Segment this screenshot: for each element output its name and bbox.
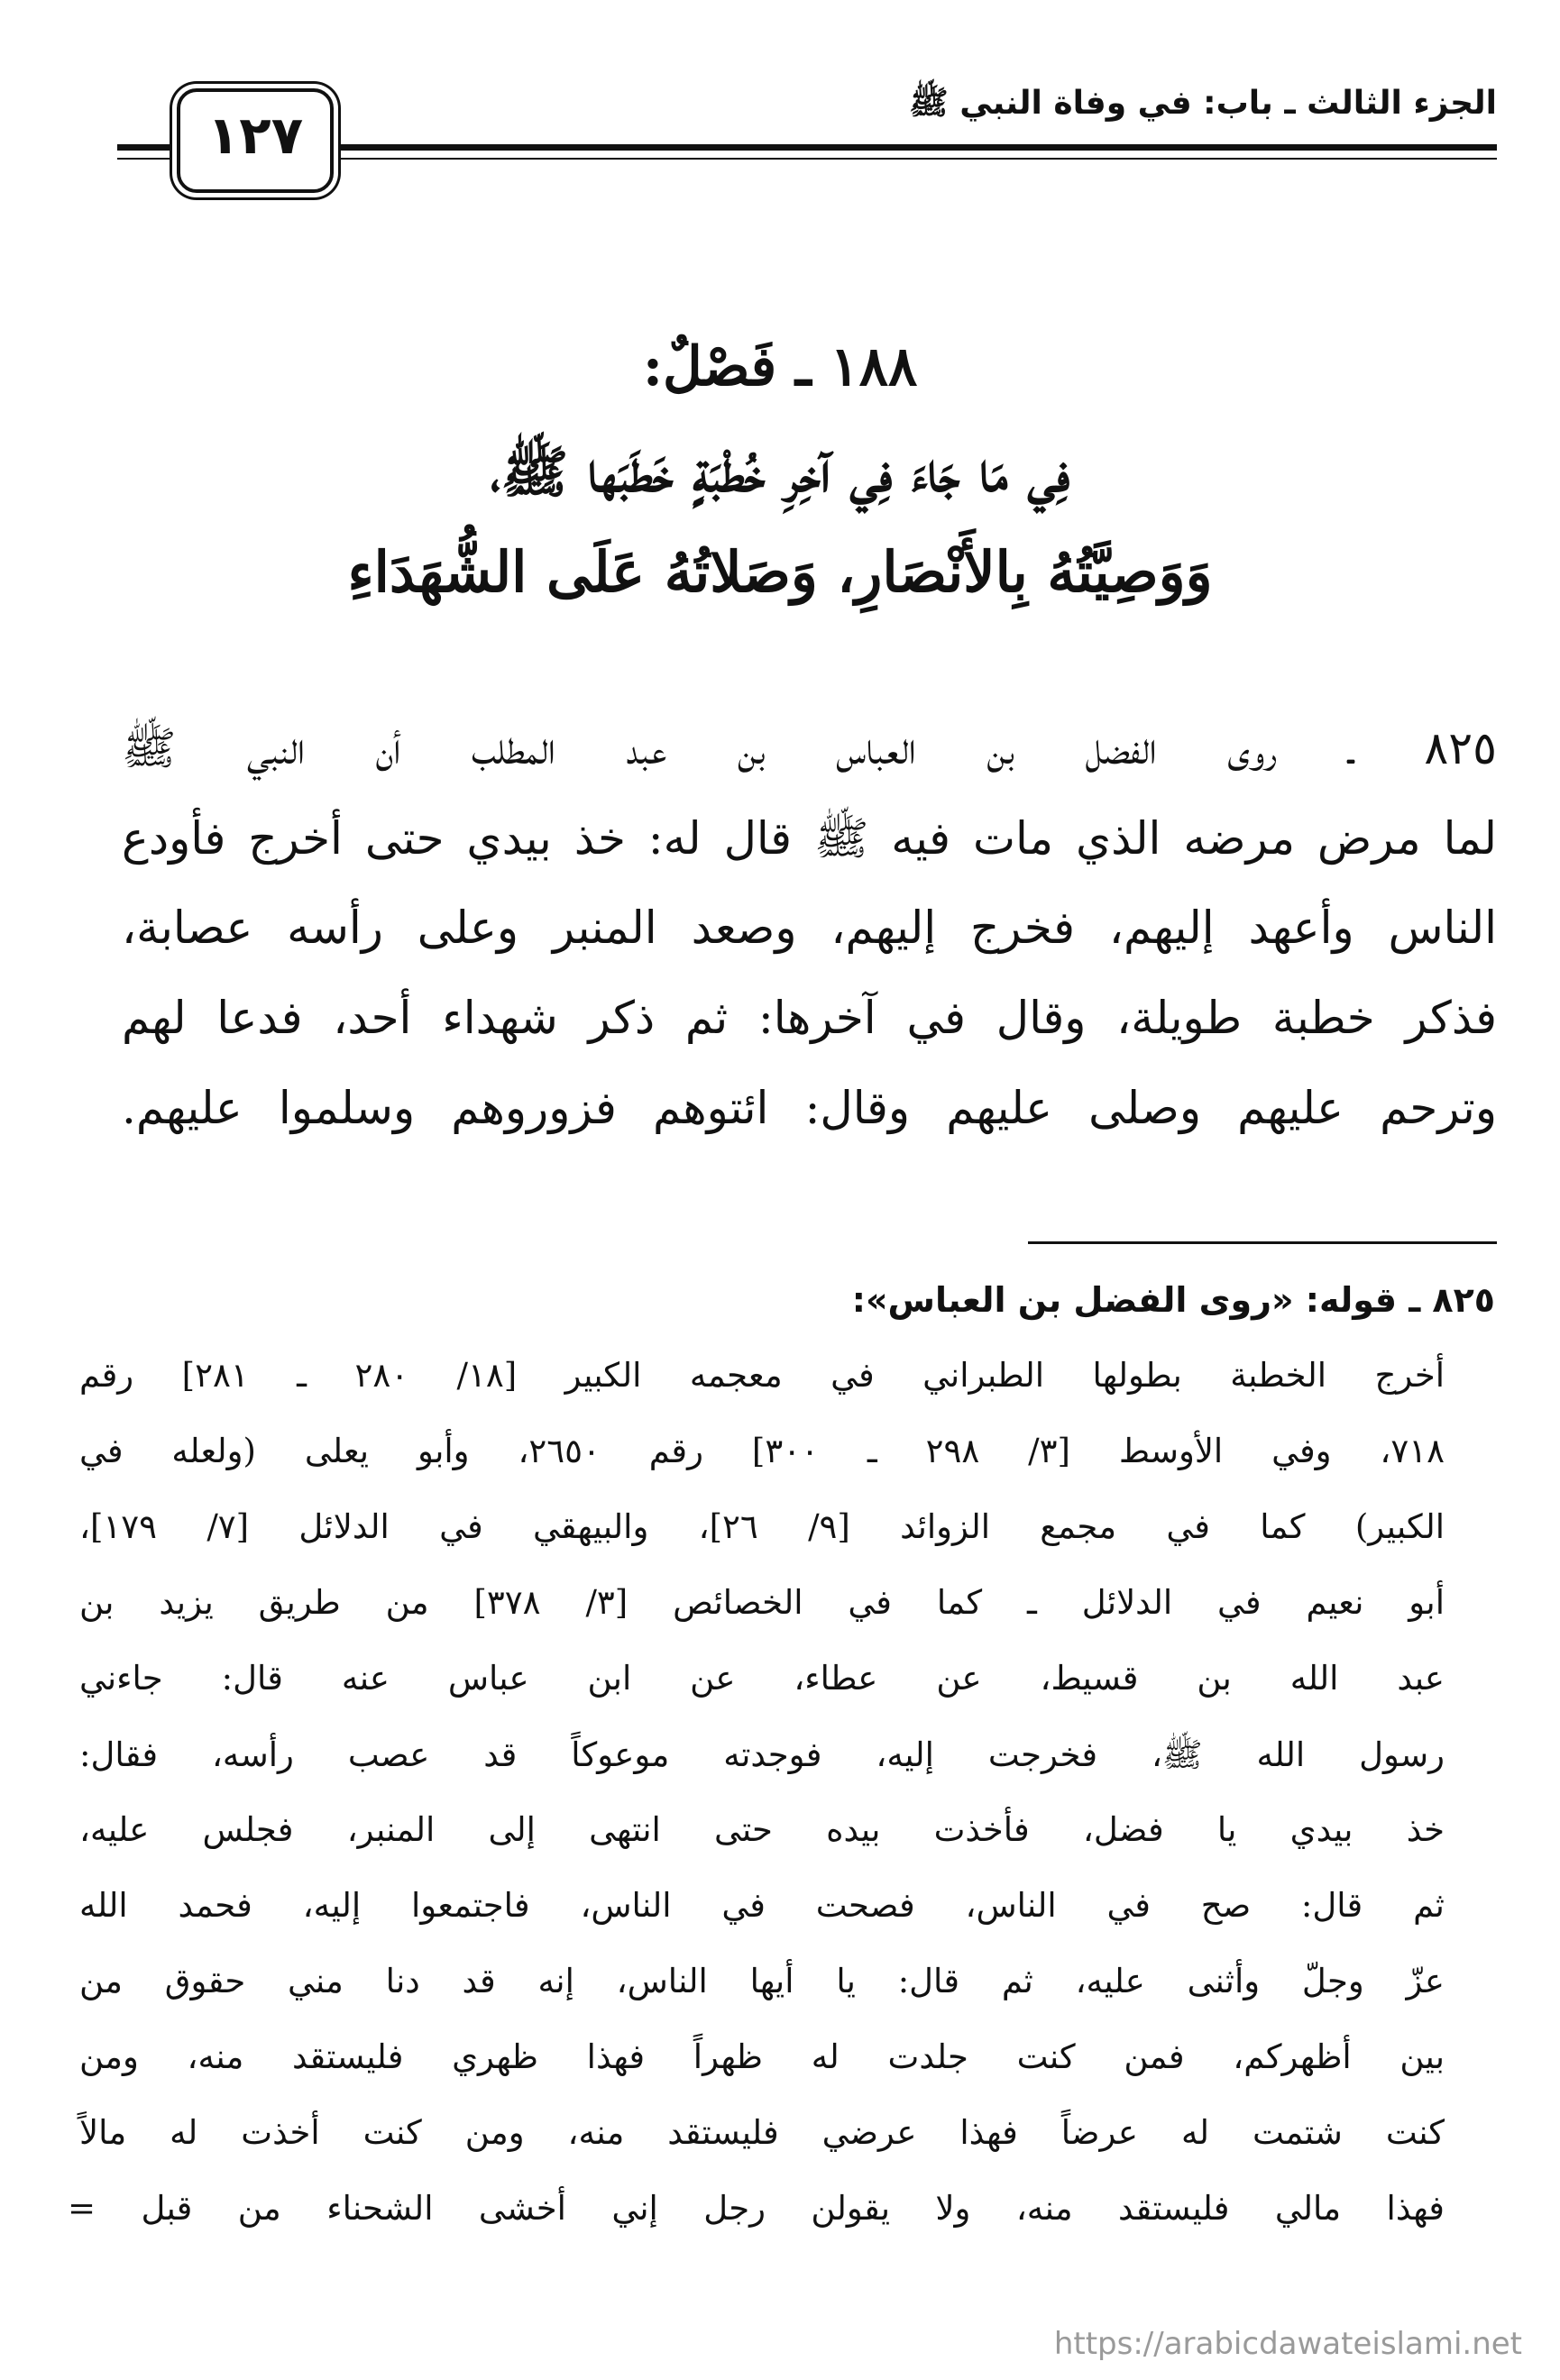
hadith-text-line: ٨٢٥ ـ روى الفضل بن العباس بن عبد المطلب أن النبي ﷺ [122, 722, 1497, 774]
hadith-text-line: فذكر خطبة طويلة، وقال في آخرها: ثم ذكر شهداء أحد، فدعا لهم [122, 992, 1497, 1044]
section-title-line-2: وَوَصِيَّتُهُ بِالأَنْصَارِ، وَصَلاتُهُ عَلَى الشُّهَدَاءِ [347, 539, 1213, 605]
footnote-line: ثم قال: صح في الناس، فصحت في الناس، فاجتمعوا إليه، فحمد الله [79, 1886, 1445, 1925]
footnote-heading: ٨٢٥ ـ قوله: «روى الفضل بن العباس»: [851, 1280, 1495, 1320]
footnote-line: رسول الله ﷺ، فخرجت إليه، فوجدته موعوكاً قد عصب رأسه، فقال: [79, 1735, 1445, 1774]
footnote-separator [1028, 1241, 1497, 1244]
hadith-text-line: لما مرض مرضه الذي مات فيه ﷺ قال له: خذ بيدي حتى أخرج فأودع [122, 812, 1497, 865]
section-title-line-1: فِي مَا جَاءَ فِي آخِرِ خُطْبَةٍ خَطَبَها ﷺ، [490, 439, 1070, 505]
footnote-line: الكبير) كما في مجمع الزوائد [٩/ ٢٦]، والبيهقي في الدلائل [٧/ ١٧٩]، [79, 1507, 1445, 1546]
page-number-frame [177, 88, 334, 193]
footnote-line: أبو نعيم في الدلائل ـ كما في الخصائص [٣/ ٣٧٨] من طريق يزيد بن [79, 1583, 1445, 1622]
footnote-line: عبد الله بن قسيط، عن عطاء، عن ابن عباس عنه قال: جاءني [79, 1659, 1445, 1698]
footnote-line: ٧١٨، وفي الأوسط [٣/ ٢٩٨ ـ ٣٠٠] رقم ٢٦٥٠، وأبو يعلى (ولعله في [79, 1432, 1445, 1470]
footnote-line: كنت شتمت له عرضاً فهذا عرضي فليستقد منه، ومن كنت أخذت له مالاً [79, 2113, 1445, 2152]
section-number-heading: ١٨٨ ـ فَصْلٌ: [642, 335, 918, 398]
page-number: ١٢٧ [206, 105, 304, 166]
footnote-line: أخرج الخطبة بطولها الطبراني في معجمه الكبير [١٨/ ٢٨٠ ـ ٢٨١] رقم [79, 1356, 1445, 1395]
running-title: الجزء الثالث ـ باب: في وفاة النبي ﷺ [909, 85, 1497, 122]
footnote-line: عزّ وجلّ وأثنى عليه، ثم قال: يا أيها الناس، إنه قد دنا مني حقوق من [79, 1962, 1445, 2000]
hadith-text-line: الناس وأعهد إليهم، فخرج إليهم، وصعد المنبر وعلى رأسه عصابة، [122, 902, 1497, 954]
footnote-line: خذ بيدي يا فضل، فأخذت بيده حتى انتهى إلى المنبر، فجلس عليه، [79, 1810, 1445, 1849]
footnote-line: بين أظهركم، فمن كنت جلدت له ظهراً فهذا ظهري فليستقد منه، ومن [79, 2037, 1445, 2076]
hadith-text-line: وترحم عليهم وصلى عليهم وقال: ائتوهم فزوروهم وسلموا عليهم. [122, 1082, 1497, 1134]
footnote-line: فهذا مالي فليستقد منه، ولا يقولن رجل إني أخشى الشحناء من قبل = [68, 2189, 1445, 2228]
watermark-url: https://arabicdawateislami.net [1053, 2326, 1522, 2362]
